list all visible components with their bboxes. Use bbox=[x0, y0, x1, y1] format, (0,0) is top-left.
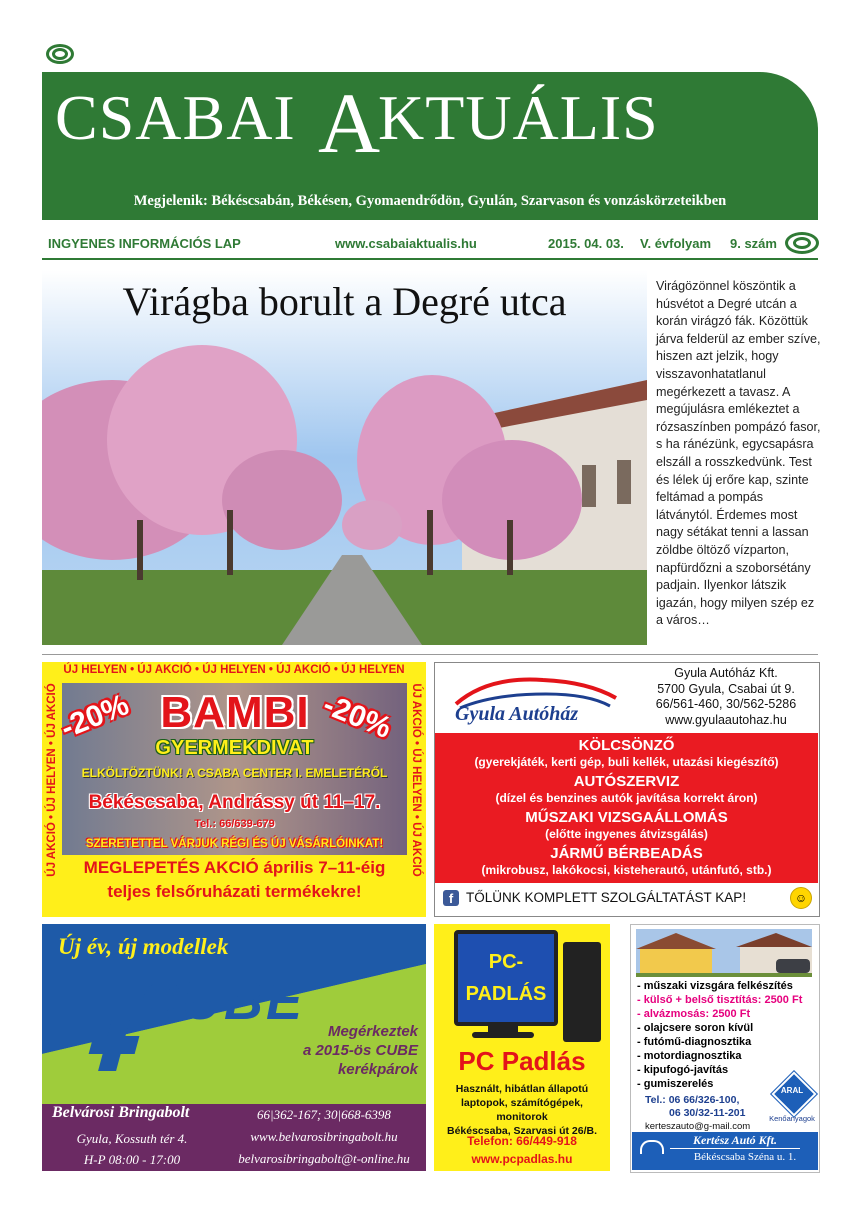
cube-slogan: Új év, új modellek bbox=[58, 934, 229, 959]
bambi-welcome: SZERETETTEL VÁRJUK RÉGI ÉS ÚJ VÁSÁRLÓINKAT! bbox=[85, 838, 384, 850]
kertesz-service-1: - műszaki vizsgára felkészítés bbox=[637, 980, 793, 992]
kertesz-service-8: - gumiszerelés bbox=[637, 1078, 714, 1090]
kertesz-service-5: - futómű-diagnosztika bbox=[637, 1036, 752, 1048]
cube-shop-name: Belvárosi Bringabolt bbox=[52, 1104, 190, 1121]
info-volume: V. évfolyam bbox=[640, 236, 712, 251]
info-website-link[interactable]: www.csabaiaktualis.hu bbox=[335, 236, 477, 251]
autohaz-service-title-1: KÖLCSÖNZŐ bbox=[578, 737, 675, 754]
pc-contacts bbox=[434, 1132, 610, 1168]
autohaz-service-desc-4: (mikrobusz, lakókocsi, kisteherautó, utánfutó, stb.) bbox=[481, 863, 772, 877]
masthead-title-part1: CSABAI bbox=[55, 82, 296, 153]
kertesz-car-logo-icon bbox=[640, 1140, 664, 1154]
cube-line1: Megérkeztek bbox=[327, 1023, 418, 1040]
aral-subtitle: Kenőanyagok bbox=[769, 1114, 815, 1123]
pc-brand: PC Padlás bbox=[458, 1046, 586, 1076]
autohaz-address: 5700 Gyula, Csabai út 9. bbox=[657, 681, 795, 696]
lead-article-body: Virágözönnel köszöntik a húsvétot a Degré utcán a korán virágzó fák. Közöttük járva felderül az ember szíve, hiszen azt jelzik, hogy visszavonhatatlanul megérkezett a tavasz. A megújulásra emlékeztet a rózsaszínben pompázó fasor, s ha ránézünk, egycsapásra elszáll a rosszkedvünk. Test és lélek új erőre kap, szinte feltámad a pompás látványtól. Érdemes most nagy sétákat tenni a lassan zöldbe öltöző vízparton, napfürdőzni a szoborsétány padjain. Ilyenkor látszik igazán, hogy milyen szép ez a város… bbox=[656, 279, 821, 628]
kertesz-address: Békéscsaba Széna u. 1. bbox=[693, 1151, 797, 1163]
bambi-discount-left: -20% bbox=[56, 688, 134, 745]
autohaz-contact bbox=[636, 666, 816, 728]
bambi-border-text-top: ÚJ HELYEN • ÚJ AKCIÓ • ÚJ HELYEN • ÚJ AKCIÓ • ÚJ HELYEN bbox=[63, 664, 405, 676]
pc-screen-line1: PC- bbox=[488, 951, 524, 973]
bambi-brand: BAMBI bbox=[160, 688, 310, 737]
masthead-title-part2: A bbox=[318, 75, 381, 171]
bambi-promo-line2: teljes felsőruházati termékekre! bbox=[107, 882, 362, 901]
monitor-stand bbox=[488, 1022, 518, 1032]
bambi-border-text-right: ÚJ AKCIÓ • ÚJ HELYEN • ÚJ AKCIÓ bbox=[410, 683, 422, 877]
kertesz-phone1: Tel.: 06 66/326-100, bbox=[645, 1094, 740, 1106]
info-label: INGYENES INFORMÁCIÓS LAP bbox=[48, 236, 241, 251]
cube-phones: 66|362-167; 30|668-6398 bbox=[257, 1107, 391, 1122]
monitor-base bbox=[472, 1032, 534, 1038]
lead-photo bbox=[42, 270, 647, 645]
kertesz-email-link[interactable]: kerteszauto@g-mail.com bbox=[645, 1121, 751, 1132]
pc-desc-line2: laptopok, számítógépek, monitorok bbox=[461, 1097, 583, 1123]
cube-website-link[interactable]: www.belvarosibringabolt.hu bbox=[250, 1129, 398, 1144]
cube-hours: H-P 08:00 - 17:00 bbox=[83, 1152, 181, 1167]
bambi-promo-line1: MEGLEPETÉS AKCIÓ április 7–11-éig bbox=[83, 858, 386, 877]
cube-email-link[interactable]: belvarosibringabolt@t-online.hu bbox=[238, 1151, 410, 1166]
facebook-icon[interactable]: f bbox=[443, 890, 459, 906]
autohaz-phones: 66/561-460, 30/562-5286 bbox=[655, 697, 797, 711]
info-issue: 9. szám bbox=[730, 236, 777, 251]
autohaz-service-title-2: AUTÓSZERVIZ bbox=[573, 773, 680, 790]
pc-address: Békéscsaba, Szarvasi út 26/B. bbox=[446, 1125, 597, 1137]
swirl-ornament-right-small bbox=[793, 237, 811, 249]
cube-contacts bbox=[226, 1104, 422, 1170]
section-divider bbox=[42, 654, 818, 655]
pc-phone: Telefon: 66/449-918 bbox=[467, 1134, 577, 1148]
cube-line2: a 2015-ös CUBE bbox=[302, 1042, 418, 1059]
pc-screen-text bbox=[458, 946, 554, 1010]
header-rule bbox=[42, 258, 818, 260]
aral-logo-text: ARAL bbox=[780, 1086, 804, 1095]
pc-description bbox=[434, 1082, 610, 1138]
smiley-icon: ☺ bbox=[790, 887, 812, 909]
autohaz-service-desc-1: (gyerekjáték, kerti gép, buli kellék, utazási kiegészítő) bbox=[474, 755, 779, 769]
autohaz-logo-text: Gyula Autóház bbox=[455, 703, 579, 725]
bambi-subtitle: GYERMEKDIVAT bbox=[155, 737, 314, 759]
pc-website-link[interactable]: www.pcpadlas.hu bbox=[471, 1152, 573, 1166]
computer-tower-icon bbox=[563, 942, 601, 1042]
cube-brand-logo: CUBE bbox=[140, 971, 306, 1031]
info-date: 2015. 04. 03. bbox=[548, 236, 624, 251]
cube-line3: kerékpárok bbox=[337, 1061, 418, 1078]
bambi-moved-note: ELKÖLTÖZTÜNK! A CSABA CENTER I. EMELETÉRŐL bbox=[81, 766, 388, 780]
bambi-address: Békéscsaba, Andrássy út 11–17. bbox=[88, 792, 381, 813]
kertesz-service-3: - alvázmosás: 2500 Ft bbox=[637, 1008, 751, 1020]
swirl-ornament-top-small bbox=[52, 48, 68, 60]
masthead-title-part3: KTUÁLIS bbox=[378, 82, 659, 153]
kertesz-garage-photo bbox=[636, 929, 812, 977]
bambi-phone: Tel.: 66/639-679 bbox=[194, 818, 275, 830]
pc-screen-line2: PADLÁS bbox=[465, 983, 547, 1005]
autohaz-service-desc-3: (előtte ingyenes átvizsgálás) bbox=[545, 827, 708, 841]
kertesz-service-4: - olajcsere soron kívül bbox=[637, 1022, 754, 1034]
autohaz-service-title-4: JÁRMŰ BÉRBEADÁS bbox=[550, 845, 703, 862]
kertesz-service-6: - motordiagnosztika bbox=[637, 1050, 742, 1062]
autohaz-website-link[interactable]: www.gyulaautohaz.hu bbox=[665, 712, 787, 727]
cube-shop-details bbox=[52, 1128, 212, 1170]
kertesz-company: Kertész Autó Kft. bbox=[670, 1133, 800, 1149]
autohaz-service-title-3: MŰSZAKI VIZSGAÁLLOMÁS bbox=[525, 809, 728, 826]
lead-headline: Virágba borult a Degré utca bbox=[122, 279, 567, 324]
kertesz-service-2: - külső + belső tisztítás: 2500 Ft bbox=[637, 994, 803, 1006]
cube-announcement bbox=[200, 1022, 418, 1079]
autohaz-service-desc-2: (dízel és benzines autók javítása korrekt áron) bbox=[495, 791, 758, 805]
masthead-tagline: Megjelenik: Békéscsabán, Békésen, Gyomaendrődön, Gyulán, Szarvason és vonzáskörzeteikben bbox=[133, 193, 727, 209]
cube-address: Gyula, Kossuth tér 4. bbox=[76, 1131, 188, 1146]
pc-desc-line1: Használt, hibátlan állapotú bbox=[455, 1083, 589, 1095]
kertesz-phone2: 06 30/32-11-201 bbox=[669, 1107, 746, 1119]
autohaz-footer: TŐLÜNK KOMPLETT SZOLGÁLTATÁST KAP! bbox=[466, 890, 747, 905]
kertesz-service-7: - kipufogó-javítás bbox=[637, 1064, 729, 1076]
bambi-discount-right: -20% bbox=[318, 688, 396, 745]
autohaz-company: Gyula Autóház Kft. bbox=[674, 666, 778, 680]
bambi-border-text-left: ÚJ AKCIÓ • ÚJ HELYEN • ÚJ AKCIÓ bbox=[46, 683, 58, 877]
kertesz-contacts bbox=[645, 1094, 745, 1120]
